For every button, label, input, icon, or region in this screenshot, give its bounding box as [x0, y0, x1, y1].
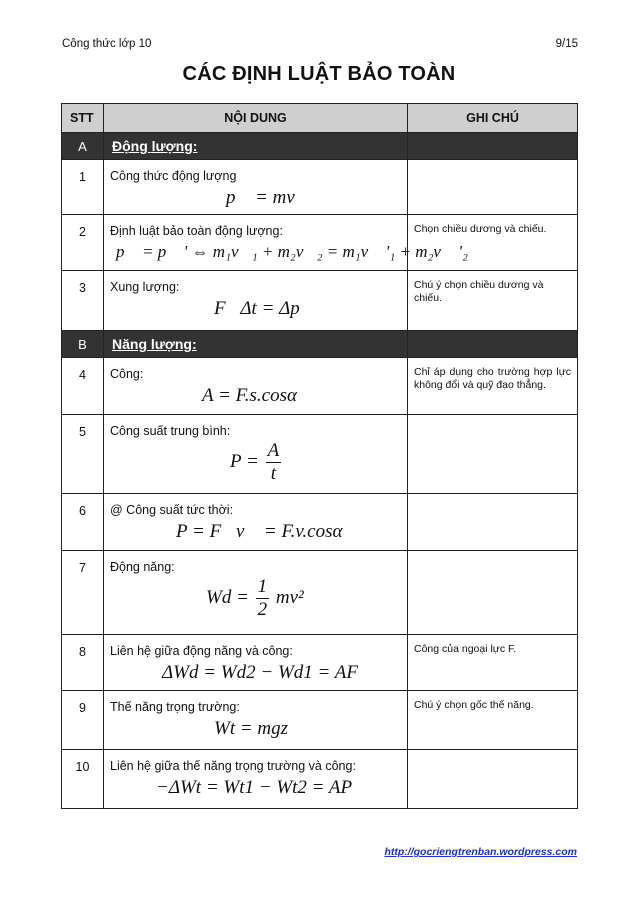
row-content — [104, 271, 408, 331]
row-note: Chỉ áp dụng cho trường hợp lực không đổi và quỹ đạo thẳng. — [408, 358, 578, 415]
row-note — [408, 750, 578, 809]
row-content — [104, 358, 408, 415]
column-header-content: NỘI DUNG — [104, 104, 408, 133]
section-name: Năng lượng: — [104, 331, 408, 358]
footer-link[interactable]: http://gocriengtrenban.wordpress.com — [384, 846, 577, 858]
row-stt: 7 — [62, 551, 104, 635]
fraction-denominator: 2 — [257, 599, 268, 620]
column-header-stt: STT — [62, 104, 104, 133]
table-row — [62, 494, 578, 551]
section-id: B — [62, 331, 104, 358]
table-row — [62, 635, 578, 691]
row-content — [104, 635, 408, 691]
column-header-note: GHI CHÚ — [408, 104, 578, 133]
row-label: Định luật bảo toàn động lượng: — [110, 224, 283, 238]
table-row — [62, 551, 578, 635]
row-stt: 4 — [62, 358, 104, 415]
row-label: Thế năng trọng trường: — [110, 700, 240, 714]
row-stt: 3 — [62, 271, 104, 331]
row-formula — [110, 576, 401, 621]
section-note-cell — [408, 331, 578, 358]
row-content — [104, 160, 408, 215]
row-note: Chú ý chọn gốc thế năng. — [408, 691, 578, 750]
row-note — [408, 551, 578, 635]
row-formula — [110, 440, 401, 485]
section-name: Động lượng: — [104, 133, 408, 160]
fraction-numerator: 1 — [257, 576, 268, 597]
header-page-number: 9/15 — [555, 38, 578, 50]
row-stt: 2 — [62, 215, 104, 271]
section-note-cell — [408, 133, 578, 160]
row-label: Liên hệ giữa thế năng trọng trường và công: — [110, 759, 356, 773]
row-content — [104, 415, 408, 494]
fraction-denominator: t — [270, 463, 277, 484]
row-label: Công: — [110, 367, 144, 381]
formula-fraction — [266, 440, 282, 485]
page-title: CÁC ĐỊNH LUẬT BẢO TOÀN — [182, 63, 456, 85]
row-note: Công của ngoại lực F. — [408, 635, 578, 691]
table-row — [62, 415, 578, 494]
row-note — [408, 415, 578, 494]
row-label: Công suất trung bình: — [110, 424, 231, 438]
row-formula: Wt = mgz — [214, 718, 289, 739]
table-row — [62, 691, 578, 750]
header-subject: Công thức lớp 10 — [62, 38, 152, 50]
row-formula: p⃗ = mv⃗ — [226, 187, 310, 208]
formula-fraction — [256, 576, 270, 621]
row-note: Chọn chiều dương và chiếu. — [408, 215, 578, 271]
row-formula: A = F.s.cosα — [202, 385, 297, 406]
section-row-a — [62, 133, 578, 160]
row-note — [408, 494, 578, 551]
row-label: Động năng: — [110, 560, 175, 574]
row-stt: 8 — [62, 635, 104, 691]
table-row — [62, 160, 578, 215]
formula-table — [61, 103, 578, 809]
formula-lhs: P = — [230, 450, 259, 472]
row-content — [104, 551, 408, 635]
row-stt: 6 — [62, 494, 104, 551]
row-formula: −ΔWt = Wt1 − Wt2 = AP — [156, 777, 353, 798]
row-formula: F⃗Δt = Δp⃗ — [214, 298, 315, 319]
row-content — [104, 691, 408, 750]
fraction-numerator: A — [267, 440, 280, 461]
section-id: A — [62, 133, 104, 160]
row-stt: 5 — [62, 415, 104, 494]
section-row-b — [62, 331, 578, 358]
row-formula: P = F⃗v⃗ = F.v.cosα — [176, 521, 343, 542]
row-stt: 9 — [62, 691, 104, 750]
table-row — [62, 271, 578, 331]
table-row — [62, 358, 578, 415]
table-row — [62, 215, 578, 271]
row-label: @ Công suất tức thời: — [110, 503, 234, 517]
row-content — [104, 750, 408, 809]
row-stt: 10 — [62, 750, 104, 809]
table-header-row — [62, 104, 578, 133]
row-note — [408, 160, 578, 215]
row-note: Chú ý chọn chiều dương và chiếu. — [408, 271, 578, 331]
row-formula: ΔWd = Wd2 − Wd1 = AF — [162, 662, 358, 683]
row-content — [104, 215, 468, 271]
row-stt: 1 — [62, 160, 104, 215]
row-formula: p⃗ = p⃗ ' ⇔ m₁v⃗₁ + m₂v⃗₂ = m₁v⃗ '₁ + m₂v⃗ '₂ — [116, 242, 468, 261]
row-label: Liên hệ giữa động năng và công: — [110, 644, 293, 658]
row-label: Xung lượng: — [110, 280, 180, 294]
formula-rhs: mv² — [275, 586, 304, 608]
formula-lhs: Wd = — [206, 586, 249, 608]
table-row — [62, 750, 578, 809]
row-content — [104, 494, 408, 551]
row-label: Công thức động lượng — [110, 169, 237, 183]
